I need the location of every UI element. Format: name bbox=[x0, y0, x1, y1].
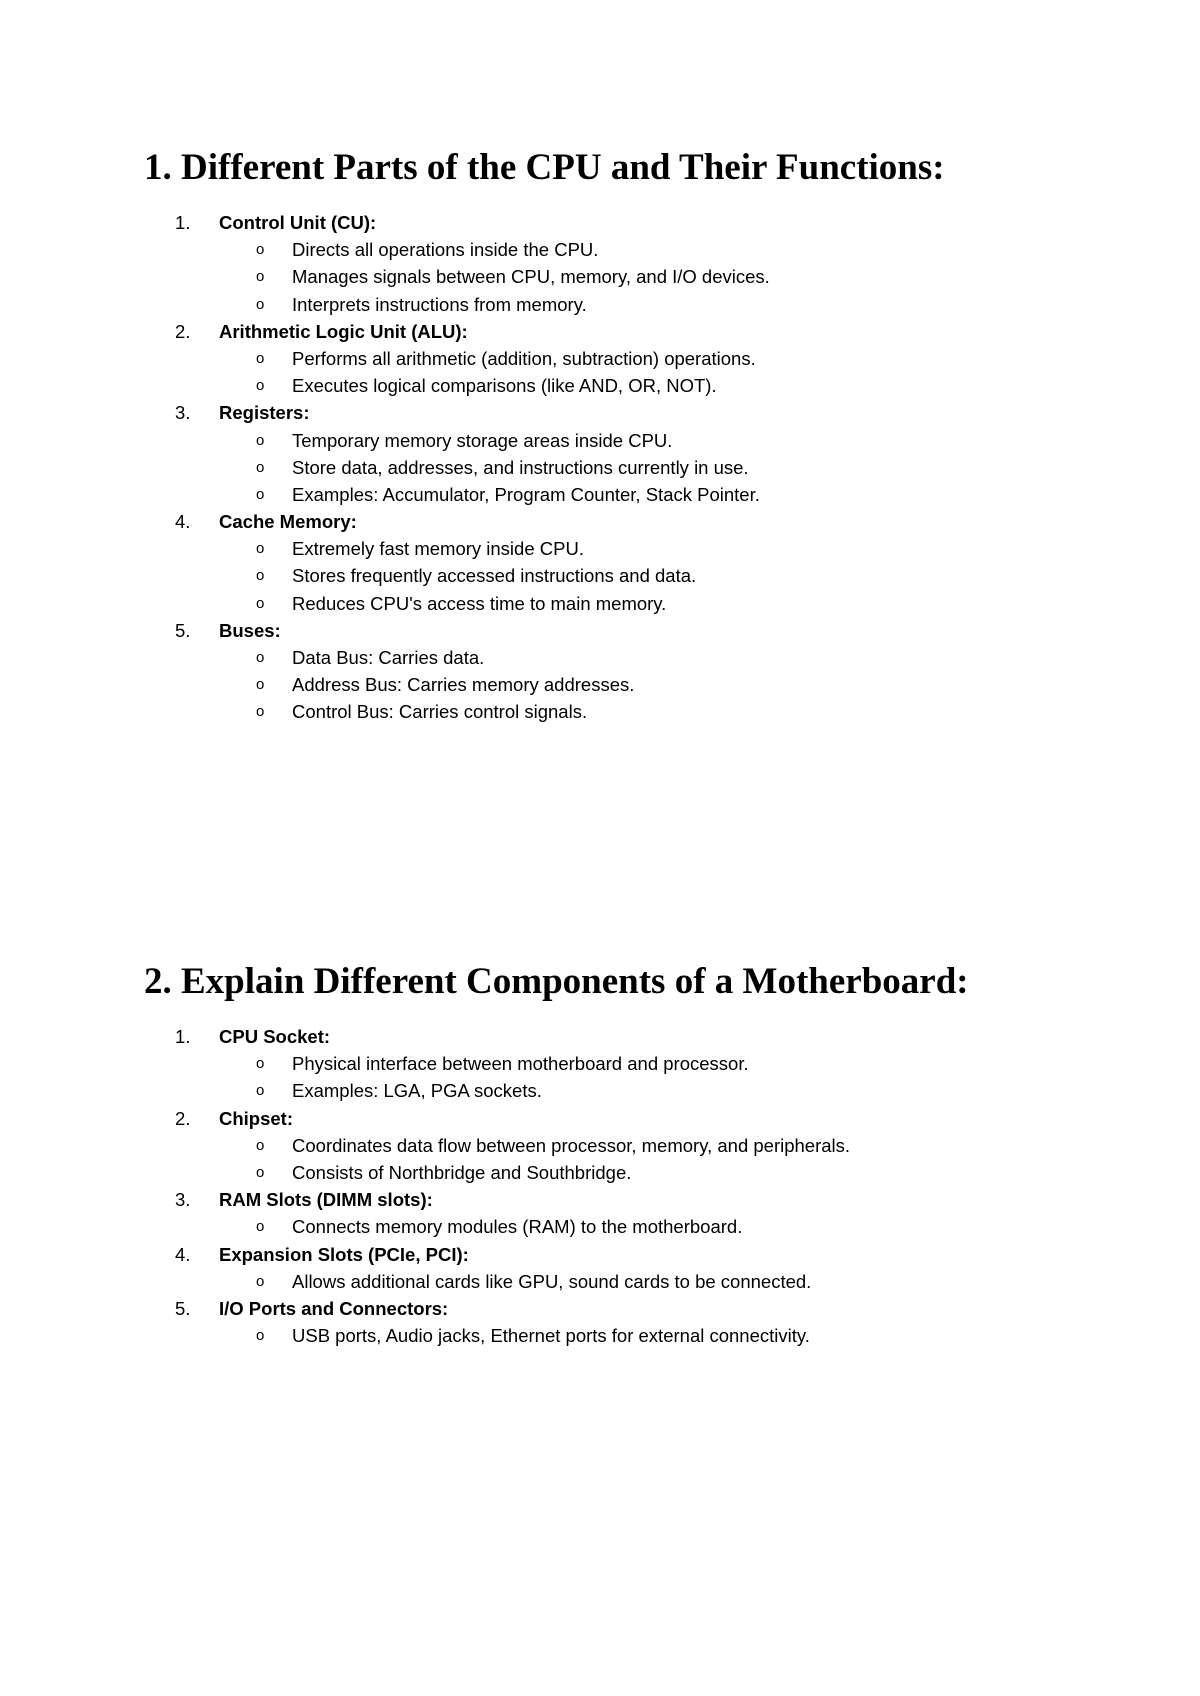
sub-bullet bbox=[0, 263, 1200, 290]
list-item-number: 3. bbox=[175, 1189, 191, 1211]
bullet-marker-icon: o bbox=[256, 458, 265, 476]
list-item bbox=[0, 508, 1200, 617]
section-heading: 2. Explain Different Components of a Motherboard: bbox=[144, 961, 969, 1002]
bullet-marker-icon: o bbox=[256, 431, 265, 449]
bullet-marker-icon: o bbox=[256, 349, 265, 367]
bullet-marker-icon: o bbox=[256, 1055, 265, 1073]
sub-bullet bbox=[0, 345, 1200, 372]
bullet-marker-icon: o bbox=[256, 567, 265, 585]
list-item-title: I/O Ports and Connectors: bbox=[219, 1297, 449, 1319]
list-item-number: 5. bbox=[175, 619, 191, 641]
section-heading: 1. Different Parts of the CPU and Their Functions: bbox=[144, 147, 945, 188]
list-item-header bbox=[0, 1241, 1200, 1268]
sub-bullet-text: Reduces CPU's access time to main memory. bbox=[292, 592, 667, 614]
sub-bullet bbox=[0, 562, 1200, 589]
list-item-header bbox=[0, 318, 1200, 345]
list-item-title: Expansion Slots (PCIe, PCI): bbox=[219, 1243, 469, 1265]
list-item-title: Chipset: bbox=[219, 1107, 293, 1129]
list-item bbox=[0, 1186, 1200, 1240]
list-item-number: 5. bbox=[175, 1297, 191, 1319]
sub-bullet bbox=[0, 1132, 1200, 1159]
bullet-marker-icon: o bbox=[256, 649, 265, 666]
bullet-marker-icon: o bbox=[256, 703, 265, 721]
sub-bullet-text: Examples: LGA, PGA sockets. bbox=[292, 1080, 542, 1102]
sub-bullet bbox=[0, 1322, 1200, 1349]
sub-bullet bbox=[0, 1159, 1200, 1186]
list-item-header bbox=[0, 1023, 1200, 1050]
sub-bullet-text: USB ports, Audio jacks, Ethernet ports for external connectivity. bbox=[292, 1325, 810, 1347]
sub-bullet-text: Manages signals between CPU, memory, and I/O devices. bbox=[292, 266, 770, 288]
sub-bullet-text: Physical interface between motherboard and processor. bbox=[292, 1053, 749, 1075]
list-item-number: 4. bbox=[175, 511, 191, 533]
sub-bullet-text: Address Bus: Carries memory addresses. bbox=[292, 674, 635, 696]
sub-bullet bbox=[0, 1050, 1200, 1077]
list-item bbox=[0, 1241, 1200, 1295]
bullet-marker-icon: o bbox=[256, 241, 265, 259]
list-item bbox=[0, 1023, 1200, 1105]
list-item-title: Cache Memory: bbox=[219, 511, 357, 533]
bullet-marker-icon: o bbox=[256, 540, 265, 558]
bullet-marker-icon: o bbox=[256, 1327, 265, 1345]
sub-bullet-text: Control Bus: Carries control signals. bbox=[292, 701, 588, 723]
list-item-number: 1. bbox=[175, 1026, 191, 1047]
sub-bullet bbox=[0, 1213, 1200, 1240]
section-cpu-parts bbox=[0, 146, 1200, 726]
sub-bullet bbox=[0, 372, 1200, 399]
sub-bullet bbox=[0, 454, 1200, 481]
sub-bullet-text: Coordinates data flow between processor, memory, and peripherals. bbox=[292, 1134, 851, 1156]
sub-bullet-text: Extremely fast memory inside CPU. bbox=[292, 538, 584, 560]
list-item-title: CPU Socket: bbox=[219, 1026, 331, 1047]
list-item-title: Control Unit (CU): bbox=[219, 212, 377, 233]
list-item-header bbox=[0, 508, 1200, 535]
sub-bullet bbox=[0, 427, 1200, 454]
list-item-header bbox=[0, 1105, 1200, 1132]
sub-bullet-text: Connects memory modules (RAM) to the motherboard. bbox=[292, 1216, 743, 1238]
list-item-number: 1. bbox=[175, 212, 191, 233]
bullet-marker-icon: o bbox=[256, 1163, 265, 1181]
sub-bullet bbox=[0, 590, 1200, 617]
sub-bullet bbox=[0, 671, 1200, 698]
sub-bullet bbox=[0, 1077, 1200, 1104]
sub-bullet-text: Interprets instructions from memory. bbox=[292, 293, 587, 315]
sub-bullet-text: Allows additional cards like GPU, sound cards to be connected. bbox=[292, 1270, 812, 1292]
list-item-header bbox=[0, 209, 1200, 236]
list-item bbox=[0, 209, 1200, 318]
list-item-number: 2. bbox=[175, 320, 191, 342]
item-list bbox=[0, 1023, 1200, 1349]
sub-bullet bbox=[0, 698, 1200, 725]
sub-bullet bbox=[0, 644, 1200, 671]
list-item-number: 2. bbox=[175, 1107, 191, 1129]
bullet-marker-icon: o bbox=[256, 377, 265, 395]
sub-bullet bbox=[0, 291, 1200, 318]
sub-bullet-text: Directs all operations inside the CPU. bbox=[292, 239, 599, 261]
section-motherboard-components bbox=[0, 960, 1200, 1349]
bullet-marker-icon: o bbox=[256, 1136, 265, 1154]
bullet-marker-icon: o bbox=[256, 676, 265, 694]
bullet-marker-icon: o bbox=[256, 295, 265, 313]
bullet-marker-icon: o bbox=[256, 1218, 265, 1236]
sub-bullet-text: Store data, addresses, and instructions currently in use. bbox=[292, 456, 749, 478]
list-item bbox=[0, 1295, 1200, 1349]
sub-bullet-text: Examples: Accumulator, Program Counter, Stack Pointer. bbox=[292, 483, 760, 505]
list-item-header bbox=[0, 1186, 1200, 1213]
bullet-marker-icon: o bbox=[256, 268, 265, 286]
sub-bullet-text: Data Bus: Carries data. bbox=[292, 647, 485, 668]
sub-bullet bbox=[0, 1268, 1200, 1295]
list-item-header bbox=[0, 1295, 1200, 1322]
list-item bbox=[0, 617, 1200, 726]
list-item bbox=[0, 318, 1200, 400]
list-item-header bbox=[0, 399, 1200, 426]
list-item-number: 4. bbox=[175, 1243, 191, 1265]
list-item-title: Registers: bbox=[219, 402, 310, 424]
list-item-title: RAM Slots (DIMM slots): bbox=[219, 1189, 433, 1211]
sub-bullet bbox=[0, 236, 1200, 263]
list-item-title: Arithmetic Logic Unit (ALU): bbox=[219, 320, 468, 342]
sub-bullet-text: Performs all arithmetic (addition, subtraction) operations. bbox=[292, 347, 756, 369]
sub-bullet bbox=[0, 535, 1200, 562]
sub-bullet-text: Consists of Northbridge and Southbridge. bbox=[292, 1161, 632, 1183]
bullet-marker-icon: o bbox=[256, 594, 265, 612]
bullet-marker-icon: o bbox=[256, 1272, 265, 1290]
sub-bullet-text: Executes logical comparisons (like AND, OR, NOT). bbox=[292, 375, 717, 397]
list-item-title: Buses: bbox=[219, 619, 281, 641]
bullet-marker-icon: o bbox=[256, 485, 265, 503]
list-item bbox=[0, 1105, 1200, 1187]
sub-bullet bbox=[0, 481, 1200, 508]
sub-bullet-text: Temporary memory storage areas inside CPU. bbox=[292, 429, 673, 451]
bullet-marker-icon: o bbox=[256, 1082, 265, 1100]
list-item-number: 3. bbox=[175, 402, 191, 424]
item-list bbox=[0, 209, 1200, 726]
list-item bbox=[0, 399, 1200, 508]
list-item-header bbox=[0, 617, 1200, 644]
sub-bullet-text: Stores frequently accessed instructions and data. bbox=[292, 565, 697, 587]
